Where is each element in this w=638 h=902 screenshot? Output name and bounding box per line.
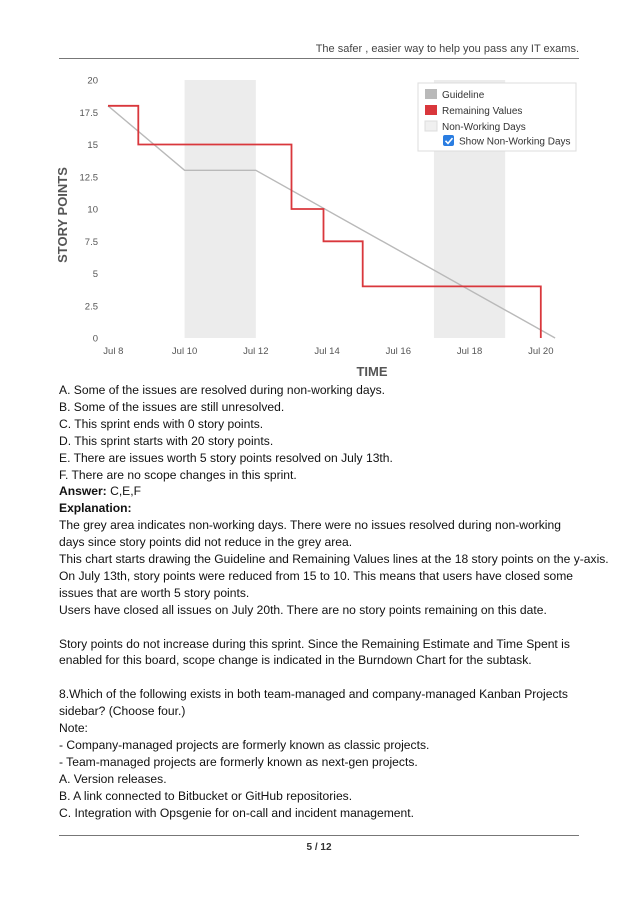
x-axis-title: TIME <box>356 364 388 379</box>
q8-option-b: B. A link connected to Bitbucket or GitHub repositories. <box>59 788 353 803</box>
footer-divider <box>59 835 579 836</box>
option-d: D. This sprint starts with 20 story points. <box>59 433 274 448</box>
question-8: 8.Which of the following exists in both team-managed and company-managed Kanban Projects sidebar? (Choose four.) <box>59 687 568 719</box>
y-tick-label-20: 20 <box>87 75 98 87</box>
y-tick-label-0: 0 <box>92 333 98 345</box>
y-tick-label-5: 5 <box>92 269 98 280</box>
y-tick-label-17.5: 17.5 <box>79 107 98 119</box>
x-tick-label-jul-12: Jul 12 <box>243 346 269 357</box>
explanation-line-4: Users have closed all issues on July 20th. There are no story points remaining on this date. <box>59 602 547 617</box>
show-non-working-checkbox <box>443 135 454 146</box>
note-label: Note: <box>59 721 88 736</box>
legend-guideline-swatch <box>425 89 437 99</box>
answer-line <box>59 483 584 500</box>
legend-non-working-days-label: Non-Working Days <box>442 122 526 133</box>
option-b: B. Some of the issues are still unresolved. <box>59 399 285 414</box>
x-tick-label-jul-16: Jul 16 <box>385 346 412 357</box>
legend-guideline-label: Guideline <box>442 90 485 101</box>
answer-value: C,E,F <box>106 484 141 499</box>
option-e: E. There are issues worth 5 story points resolved on July 13th. <box>59 450 393 465</box>
legend-remaining-values-label: Remaining Values <box>442 106 523 117</box>
legend-non-working-days-swatch <box>425 121 437 131</box>
burndown-chart <box>50 68 590 380</box>
x-tick-label-jul-18: Jul 18 <box>456 346 483 357</box>
q8-option-a: A. Version releases. <box>59 771 167 786</box>
header-divider <box>59 58 579 59</box>
x-tick-label-jul-14: Jul 14 <box>314 346 340 357</box>
document-body <box>59 382 609 822</box>
legend-remaining-values-swatch <box>425 105 437 115</box>
y-tick-label-15: 15 <box>87 140 98 151</box>
explanation-extra: Story points do not increase during this sprint. Since the Remaining Estimate and Time Spent is enabled for this board, scope change is indicated in the Burndown Chart for the subtask. <box>59 636 570 668</box>
explanation-line-2: This chart starts drawing the Guideline and Remaining Values lines at the 18 story points on the y-axis. <box>59 552 609 567</box>
non-working-band-1 <box>185 80 256 338</box>
option-c: C. This sprint ends with 0 story points. <box>59 416 264 431</box>
x-tick-label-jul-8: Jul 8 <box>103 346 124 357</box>
answer-label: Answer: <box>59 484 107 499</box>
explanation-line-1: The grey area indicates non-working days. There were no issues resolved during non-working days since story points did not reduce in the grey area. <box>59 518 561 550</box>
explanation-heading: Explanation: <box>59 501 132 516</box>
header-tagline: The safer , easier way to help you pass any IT exams. <box>315 43 579 55</box>
show-non-working-label: Show Non-Working Days <box>459 136 571 148</box>
option-a: A. Some of the issues are resolved during non-working days. <box>59 383 386 397</box>
y-tick-label-12.5: 12.5 <box>79 172 98 184</box>
y-axis-title: STORY POINTS <box>55 167 70 263</box>
y-tick-label-7.5: 7.5 <box>84 236 98 248</box>
x-tick-label-jul-10: Jul 10 <box>171 346 198 357</box>
x-tick-label-jul-20: Jul 20 <box>528 346 554 357</box>
y-tick-label-2.5: 2.5 <box>84 301 98 313</box>
explanation-line-3: On July 13th, story points were reduced from 15 to 10. This means that users have closed some issues that are worth 5 story points. <box>59 568 574 600</box>
page-number: 5 / 12 <box>306 842 332 853</box>
y-tick-label-10: 10 <box>87 204 98 216</box>
explanation-label <box>59 500 584 517</box>
option-f: F. There are no scope changes in this sprint. <box>59 467 297 482</box>
note-1: - Company-managed projects are formerly known as classic projects. <box>59 738 430 752</box>
q8-option-c: C. Integration with Opsgenie for on-call and incident management. <box>59 805 414 820</box>
note-2: - Team-managed projects are formerly known as next-gen projects. <box>59 754 418 769</box>
